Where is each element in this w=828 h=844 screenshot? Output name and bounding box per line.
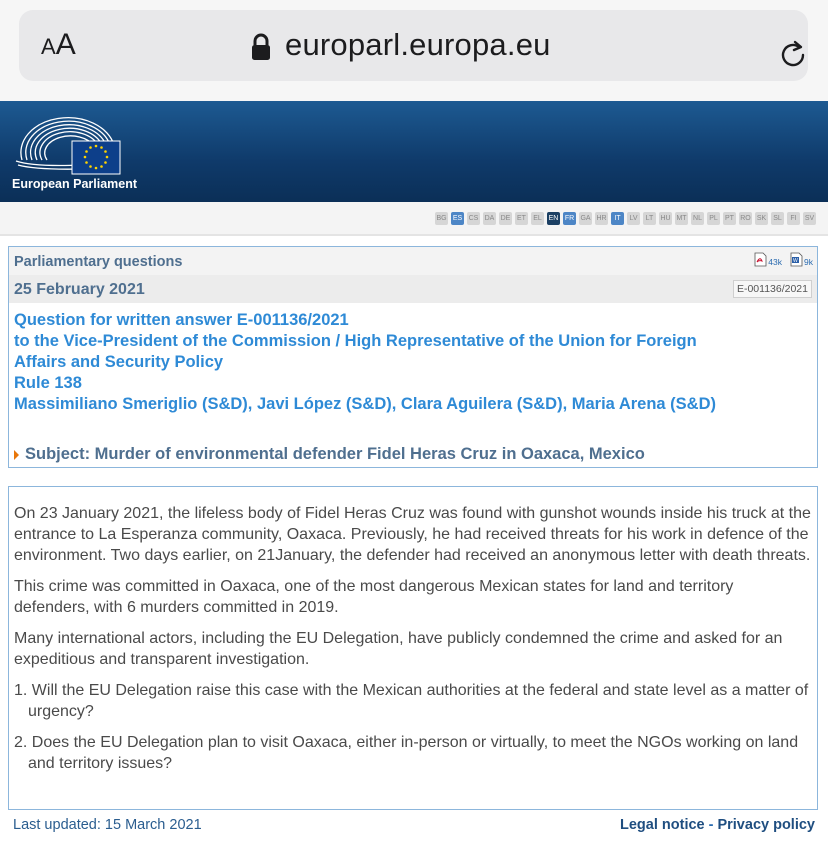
- question-reference: E-001136/2021: [733, 280, 812, 298]
- svg-text:W: W: [793, 258, 798, 264]
- language-es-button[interactable]: ES: [451, 212, 464, 225]
- address-bar[interactable]: [19, 10, 808, 81]
- language-bg-button: BG: [435, 212, 448, 225]
- language-el-button: EL: [531, 212, 544, 225]
- paragraph: Many international actors, including the EU Delegation, have publicly condemned the crime and asked for an expeditious and transparent investigation.: [14, 630, 783, 668]
- subject-text: Subject: Murder of environmental defender Fidel Heras Cruz in Oaxaca, Mexico: [25, 445, 645, 463]
- site-header: [0, 101, 828, 202]
- language-fr-button[interactable]: FR: [563, 212, 576, 225]
- language-sl-button: SL: [771, 212, 784, 225]
- language-hu-button: HU: [659, 212, 672, 225]
- language-ro-button: RO: [739, 212, 752, 225]
- lock-icon: [250, 33, 272, 61]
- pdf-download-link[interactable]: [754, 252, 782, 267]
- language-bar: [0, 202, 828, 236]
- paragraph: On 23 January 2021, the lifeless body of Fidel Heras Cruz was found with gunshot wounds inside his truck at the entrance to La Esperanza community, Oaxaca. Previously, he had received threats for his work in defence of the environment. Two days earlier, on 21January, the defender had received an anonymous letter with death threats.: [14, 505, 811, 564]
- question-title: [14, 310, 734, 415]
- word-doc-icon: [790, 252, 803, 267]
- language-lt-button: LT: [643, 212, 656, 225]
- question-header-box: [8, 246, 818, 468]
- question-authors: Massimiliano Smeriglio (S&D), Javi López (S&D), Clara Aguilera (S&D), Maria Arena (S&D): [14, 395, 716, 413]
- question-addressee: to the Vice-President of the Commission / High Representative of the Union for Foreign Affairs and Security Policy: [14, 332, 697, 371]
- pdf-size: 43k: [768, 257, 782, 267]
- paragraph: This crime was committed in Oaxaca, one of the most dangerous Mexican states for land and territory defenders, with 6 murders committed in 2019.: [14, 578, 734, 616]
- browser-toolbar: [0, 0, 828, 101]
- question-title-line: Question for written answer E-001136/2021: [14, 311, 349, 329]
- language-ga-button: GA: [579, 212, 592, 225]
- footer-separator: -: [708, 817, 714, 833]
- language-lv-button: LV: [627, 212, 640, 225]
- language-fi-button: FI: [787, 212, 800, 225]
- question-item: 2. Does the EU Delegation plan to visit Oaxaca, either in-person or virtually, to meet the NGOs working on land and territory issues?: [14, 734, 799, 772]
- url-text[interactable]: europarl.europa.eu: [285, 27, 551, 62]
- question-item: 1. Will the EU Delegation raise this case with the Mexican authorities at the federal and state level as a matter of urgency?: [14, 682, 809, 720]
- language-da-button: DA: [483, 212, 496, 225]
- arrow-right-icon: [14, 450, 19, 460]
- question-subject: [14, 445, 645, 464]
- language-sk-button: SK: [755, 212, 768, 225]
- language-hr-button: HR: [595, 212, 608, 225]
- section-row: [9, 247, 817, 275]
- organization-name: European Parliament: [12, 177, 138, 191]
- european-parliament-logo[interactable]: [14, 115, 122, 177]
- last-updated: Last updated: 15 March 2021: [13, 817, 202, 833]
- date-row: [9, 275, 817, 303]
- language-nl-button: NL: [691, 212, 704, 225]
- language-en-button[interactable]: EN: [547, 212, 560, 225]
- question-rule: Rule 138: [14, 374, 82, 392]
- language-cs-button: CS: [467, 212, 480, 225]
- question-date: 25 February 2021: [14, 281, 145, 298]
- language-de-button: DE: [499, 212, 512, 225]
- question-text-box: [8, 486, 818, 810]
- reader-text-size-button[interactable]: AA: [41, 28, 76, 61]
- pdf-icon: [754, 252, 767, 267]
- word-download-link[interactable]: [790, 252, 813, 267]
- legal-notice-link[interactable]: Legal notice: [620, 817, 705, 833]
- section-label: Parliamentary questions: [14, 254, 183, 270]
- privacy-policy-link[interactable]: Privacy policy: [717, 817, 815, 833]
- language-mt-button: MT: [675, 212, 688, 225]
- language-et-button: ET: [515, 212, 528, 225]
- doc-size: 9k: [804, 257, 813, 267]
- language-pt-button: PT: [723, 212, 736, 225]
- language-sv-button: SV: [803, 212, 816, 225]
- language-list: [435, 212, 816, 225]
- language-pl-button: PL: [707, 212, 720, 225]
- language-it-button[interactable]: IT: [611, 212, 624, 225]
- reload-icon[interactable]: [774, 36, 812, 74]
- footer-links: [620, 817, 815, 833]
